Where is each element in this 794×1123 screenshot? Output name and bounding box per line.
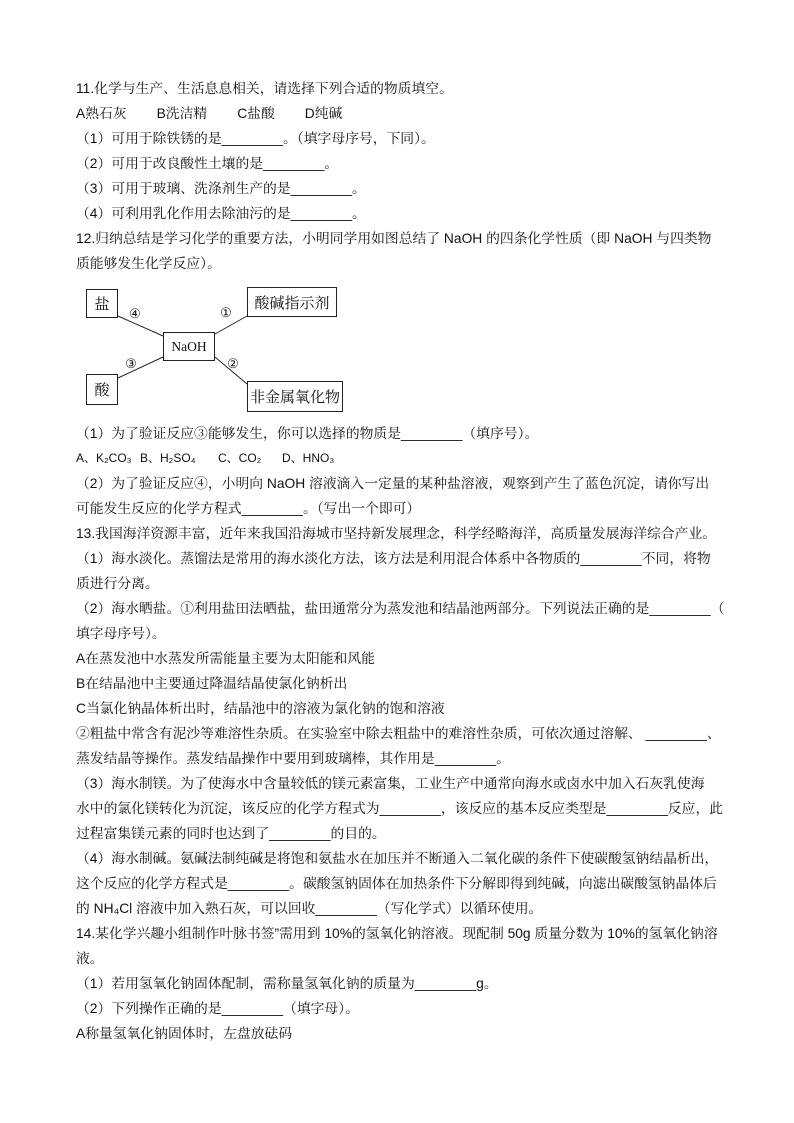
q13-sub-2-line-2: 填字母序号）。 [76, 626, 166, 641]
q12-sub-2-line-2: 可能发生反应的化学方程式________。（写出一个即可） [76, 501, 421, 516]
q13-sub-1-line-2: 质进行分离。 [76, 576, 159, 591]
q13-sub-2-option-c: C当氯化钠晶体析出时，结晶池中的溶液为氯化钠的饱和溶液 [76, 701, 445, 716]
indicator-box: 酸碱指示剂 [247, 287, 337, 317]
q11-option-a: A熟石灰 [76, 106, 127, 121]
q12-sub-1: （1）为了验证反应③能够发生，你可以选择的物质是________（填序号）。 [76, 426, 539, 441]
q12-stem-line-2: 质能够发生化学反应）。 [76, 256, 221, 271]
reaction-2-label: ② [227, 356, 239, 371]
exam-page [76, 76, 736, 1046]
naoh-center-box: NaOH [163, 332, 215, 361]
q14-sub-2-option-a: A称量氢氧化钠固体时，左盘放砝码 [76, 1026, 293, 1041]
q11-sub-4: （4）可利用乳化作用去除油污的是________。 [76, 206, 366, 221]
q13-sub-3-line-2: 水中的氯化镁转化为沉淀，该反应的化学方程式为________，该反应的基本反应类型是________反应，此 [76, 801, 724, 816]
q14-sub-2: （2）下列操作正确的是________（填字母）。 [76, 1001, 359, 1016]
q13-sub-4-line-3: 的 NH₄Cl 溶液中加入熟石灰，可以回收________（写化学式）以循环使用。 [76, 901, 543, 916]
q13-sub-2-line-1: （2）海水晒盐。①利用盐田法晒盐，盐田通常分为蒸发池和结晶池两部分。下列说法正确的是________（ [76, 601, 725, 616]
q12-option-d: D、HNO₃ [282, 451, 335, 465]
q14-sub-1: （1）若用氢氧化钠固体配制，需称量氢氧化钠的质量为________g。 [76, 976, 498, 991]
q13-sub-3-line-1: （3）海水制镁。为了使海水中含量较低的镁元素富集，工业生产中通常向海水或卤水中加入石灰乳使海 [76, 776, 705, 791]
q12-stem-line-1: 12.归纳总结是学习化学的重要方法，小明同学用如图总结了 NaOH 的四条化学性质（即 NaOH 与四类物 [76, 231, 712, 246]
q13-sub-4-line-1: （4）海水制碱。氨碱法制纯碱是将饱和氨盐水在加压并不断通入二氧化碳的条件下使碳酸氢钠结晶析出， [76, 851, 719, 866]
q11-option-c: C盐酸 [237, 106, 275, 121]
naoh-properties-diagram [76, 276, 376, 421]
q12-option-a: A、K₂CO₃ [76, 451, 132, 465]
reaction-1-label: ① [220, 305, 232, 320]
q13-sub-2-option-a: A在蒸发池中水蒸发所需能量主要为太阳能和风能 [76, 651, 375, 666]
q14-stem-line-2: 液。 [76, 951, 104, 966]
q11-sub-2: （2）可用于改良酸性土壤的是________。 [76, 156, 339, 171]
q11-option-b: B洗洁精 [156, 106, 208, 121]
q11-stem: 11.化学与生产、生活息息相关，请选择下列合适的物质填空。 [76, 81, 453, 96]
q12-sub-1-options [76, 446, 736, 471]
q12-option-b: B、H₂SO₄ [140, 451, 196, 465]
q13-sub-2-option-b: B在结晶池中主要通过降温结晶使氯化钠析出 [76, 676, 348, 691]
reaction-4-label: ④ [129, 306, 141, 321]
q13-stem: 13.我国海洋资源丰富，近年来我国沿海城市坚持新发展理念，科学经略海洋，高质量发展海洋综合产业。 [76, 526, 717, 541]
nonmetal-oxide-box: 非金属氧化物 [247, 381, 343, 412]
q13-sub-4-line-2: 这个反应的化学方程式是________。碳酸氢钠固体在加热条件下分解即得到纯碱，向滤出碳酸氢钠晶体后 [76, 876, 717, 891]
q12-option-c: C、CO₂ [218, 451, 262, 465]
q13-sub-3-line-3: 过程富集镁元素的同时也达到了________的目的。 [76, 826, 386, 841]
q11-sub-1: （1）可用于除铁锈的是________。（填字母序号，下同）。 [76, 131, 435, 146]
q11-sub-3: （3）可用于玻璃、洗涤剂生产的是________。 [76, 181, 366, 196]
reaction-3-label: ③ [125, 356, 137, 371]
q11-option-d: D纯碱 [304, 106, 343, 121]
q11-options [76, 101, 736, 126]
q13-sub-1-line-1: （1）海水淡化。蒸馏法是常用的海水淡化方法，该方法是利用混合体系中各物质的________不同，将物 [76, 551, 711, 566]
salt-box: 盐 [86, 289, 118, 318]
q12-sub-2-line-1: （2）为了验证反应④，小明向 NaOH 溶液滴入一定量的某种盐溶液，观察到产生了蓝色沉淀，请你写出 [76, 476, 710, 491]
acid-box: 酸 [86, 374, 118, 405]
q13-sub-2-part2-line-2: 蒸发结晶等操作。蒸发结晶操作中要用到玻璃棒，其作用是________。 [76, 751, 510, 766]
q14-stem-line-1: 14.某化学兴趣小组制作叶脉书签”需用到 10%的氢氧化钠溶液。现配制 50g 质量分数为 10%的氢氧化钠溶 [76, 926, 718, 941]
q13-sub-2-part2-line-1: ②粗盐中常含有泥沙等难溶性杂质。在实验室中除去粗盐中的难溶性杂质，可依次通过溶解、 ________、 [76, 726, 721, 741]
